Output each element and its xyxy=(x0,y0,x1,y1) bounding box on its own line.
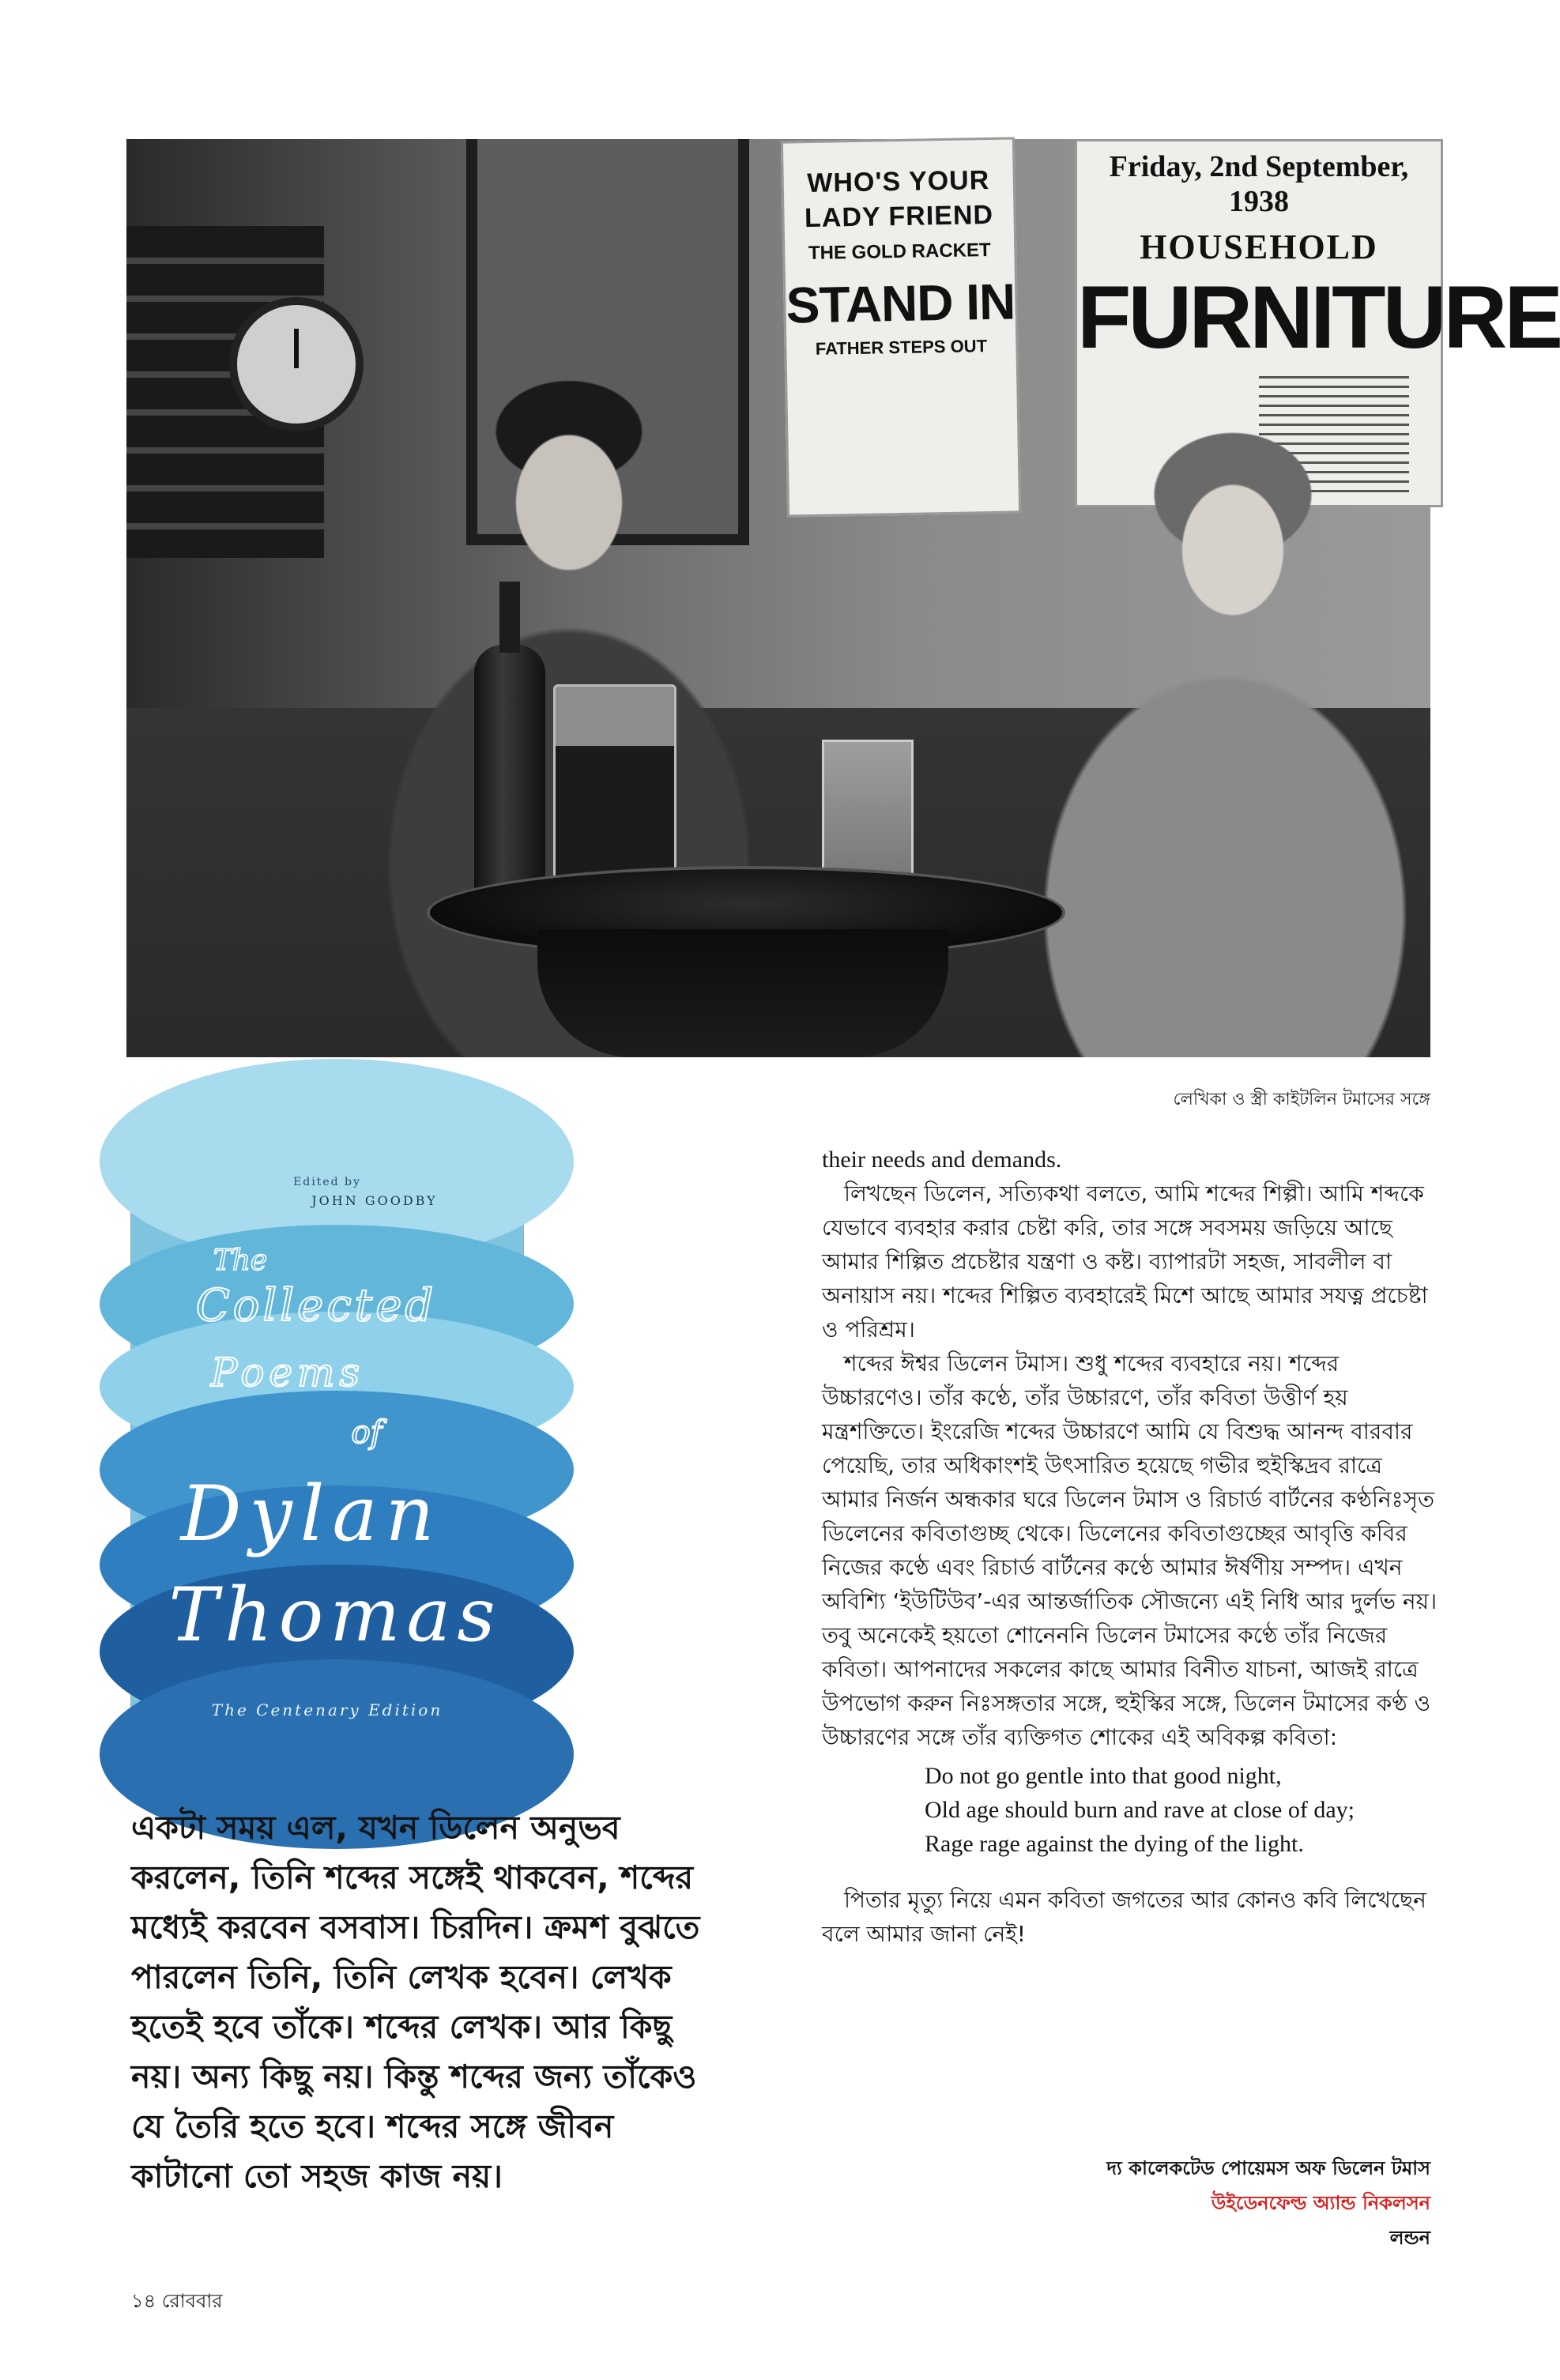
article-paragraph: their needs and demands. xyxy=(822,1147,1062,1173)
credit-book-title: দ্য কালেকটেড পোয়েমস অফ ডিলেন টমাস xyxy=(1106,2157,1430,2179)
poster-gold-racket: THE GOLD RACKET xyxy=(808,239,991,265)
photo-caption: লেখিকা ও স্ত্রী কাইটলিন টমাসের সঙ্গে xyxy=(1173,1090,1430,1109)
poster-furniture: FURNITURE xyxy=(1077,268,1560,367)
book-cover xyxy=(131,1154,523,1748)
poem-line: Old age should burn and rave at close of day; xyxy=(925,1797,1355,1823)
photo-dylan-and-caitlin xyxy=(126,139,1560,1057)
book-credits xyxy=(1106,2151,1430,2255)
poem-line: Do not go gentle into that good night, xyxy=(925,1763,1282,1789)
page-folio: ১৪ রোববার xyxy=(131,2290,223,2312)
poster-stand-in-title: STAND IN xyxy=(786,273,1016,334)
cover-title-collected: Collected xyxy=(195,1280,437,1331)
poster-date: Friday, 2nd September, 1938 xyxy=(1109,150,1409,218)
article-paragraph: পিতার মৃত্যু নিয়ে এমন কবিতা জগতের আর কোনও কবি লিখেছেন বলে আমার জানা নেই! xyxy=(822,1887,1426,1947)
cover-title-poems: Poems xyxy=(210,1350,365,1395)
bottle xyxy=(474,645,545,906)
article-column xyxy=(822,1143,1440,1951)
poster-household: HOUSEHOLD xyxy=(1140,228,1378,266)
cover-author-last: Thomas xyxy=(168,1572,502,1659)
poem-excerpt xyxy=(925,1759,1440,1861)
cover-author-first: Dylan xyxy=(180,1470,443,1558)
article-paragraph: শব্দের ঈশ্বর ডিলেন টমাস। শুধু শব্দের ব্যবহারে নয়। শব্দের উচ্চারণেও। তাঁর কণ্ঠে, তাঁর উচ্চারণে, তাঁর কবিতা উত্তীর্ণ হয় মন্ত্রশক্তিতে। ইংরেজি শব্দের উচ্চারণে আমি যে বিশুদ্ধ আনন্দ বারবার পেয়েছি, তার অধিকাংশই উৎসারিত হয়েছে গভীর হুইস্কিদ্রব রাত্রে আমার নির্জন অন্ধকার ঘরে ডিলেন টমাস ও রিচার্ড বার্টনের কণ্ঠনিঃসৃত ডিলেনের কবিতাগুচ্ছ থেকে। ডিলেনের কবিতাগুচ্ছের আবৃত্তি কবির নিজের কণ্ঠে এবং রিচার্ড বার্টনের কণ্ঠে আমার ঈর্ষণীয় সম্পদ। এখন অবিশ্যি ‘ইউটিউব’-এর আন্তর্জাতিক সৌজন্যে এই নিধি আর দুর্লভ নয়। তবু অনেকেই হয়তো শোনেননি ডিলেন টমাসের কণ্ঠে তাঁর নিজের কবিতা। আপনাদের সকলের কাছে আমার বিনীত যাচনা, আজই রাত্রে উপভোগ করুন নিঃসঙ্গতার সঙ্গে, হুইস্কির সঙ্গে, ডিলেন টমাসের কণ্ঠ ও উচ্চারণের সঙ্গে তাঁর ব্যক্তিগত শোকের এই অবিকল্প কবিতা: xyxy=(822,1350,1438,1750)
wall-clock xyxy=(229,297,364,431)
cover-title-of: of xyxy=(351,1414,382,1451)
cover-edited-by: Edited by xyxy=(293,1176,361,1188)
pull-quote: একটা সময় এল, যখন ডিলেন অনুভব করলেন, তিনি শব্দের সঙ্গেই থাকবেন, শব্দের মধ্যেই করবেন বসবাস। চিরদিন। ক্রমশ বুঝতে পারলেন তিনি, তিনি লেখক হবেন। লেখক হতেই হবে তাঁকে। শব্দের লেখক। আর কিছু নয়। অন্য কিছু নয়। কিন্তু শব্দের জন্য তাঁকেও যে তৈরি হতে হবে। শব্দের সঙ্গে জীবন কাটানো তো সহজ কাজ নয়। xyxy=(131,1809,700,2195)
credit-city: লন্ডন xyxy=(1389,2227,1430,2249)
article-paragraph: লিখছেন ডিলেন, সত্যিকথা বলতে, আমি শব্দের শিল্পী। আমি শব্দকে যেভাবে ব্যবহার করার চেষ্টা করি, তার সঙ্গে সবসময় জড়িয়ে আছে আমার শিল্পিত প্রচেষ্টার যন্ত্রণা ও কষ্ট। ব্যাপারটা সহজ, সাবলীল বা অনায়াস নয়। শব্দের শিল্পিত ব্যবহারেই মিশে আছে আমার সযত্ন প্রচেষ্টা ও পরিশ্রম। xyxy=(822,1181,1428,1343)
beer-glass xyxy=(553,684,676,887)
pub-table-base xyxy=(537,929,948,1057)
poster-stand-in xyxy=(781,137,1021,517)
poem-line: Rage rage against the dying of the light. xyxy=(925,1831,1304,1857)
cover-title-the: The xyxy=(213,1245,268,1277)
cover-editor: JOHN GOODBY xyxy=(311,1193,438,1208)
cover-edition: The Centenary Edition xyxy=(211,1700,443,1719)
poster-father-steps-out: FATHER STEPS OUT xyxy=(815,336,988,359)
figure-caitlin xyxy=(996,408,1438,1057)
poster-lady-line: LADY FRIEND xyxy=(804,199,994,234)
credit-publisher: উইডেনফেল্ড অ্যান্ড নিকলসন xyxy=(1211,2192,1430,2214)
poster-who-line: WHO'S YOUR xyxy=(807,165,990,199)
